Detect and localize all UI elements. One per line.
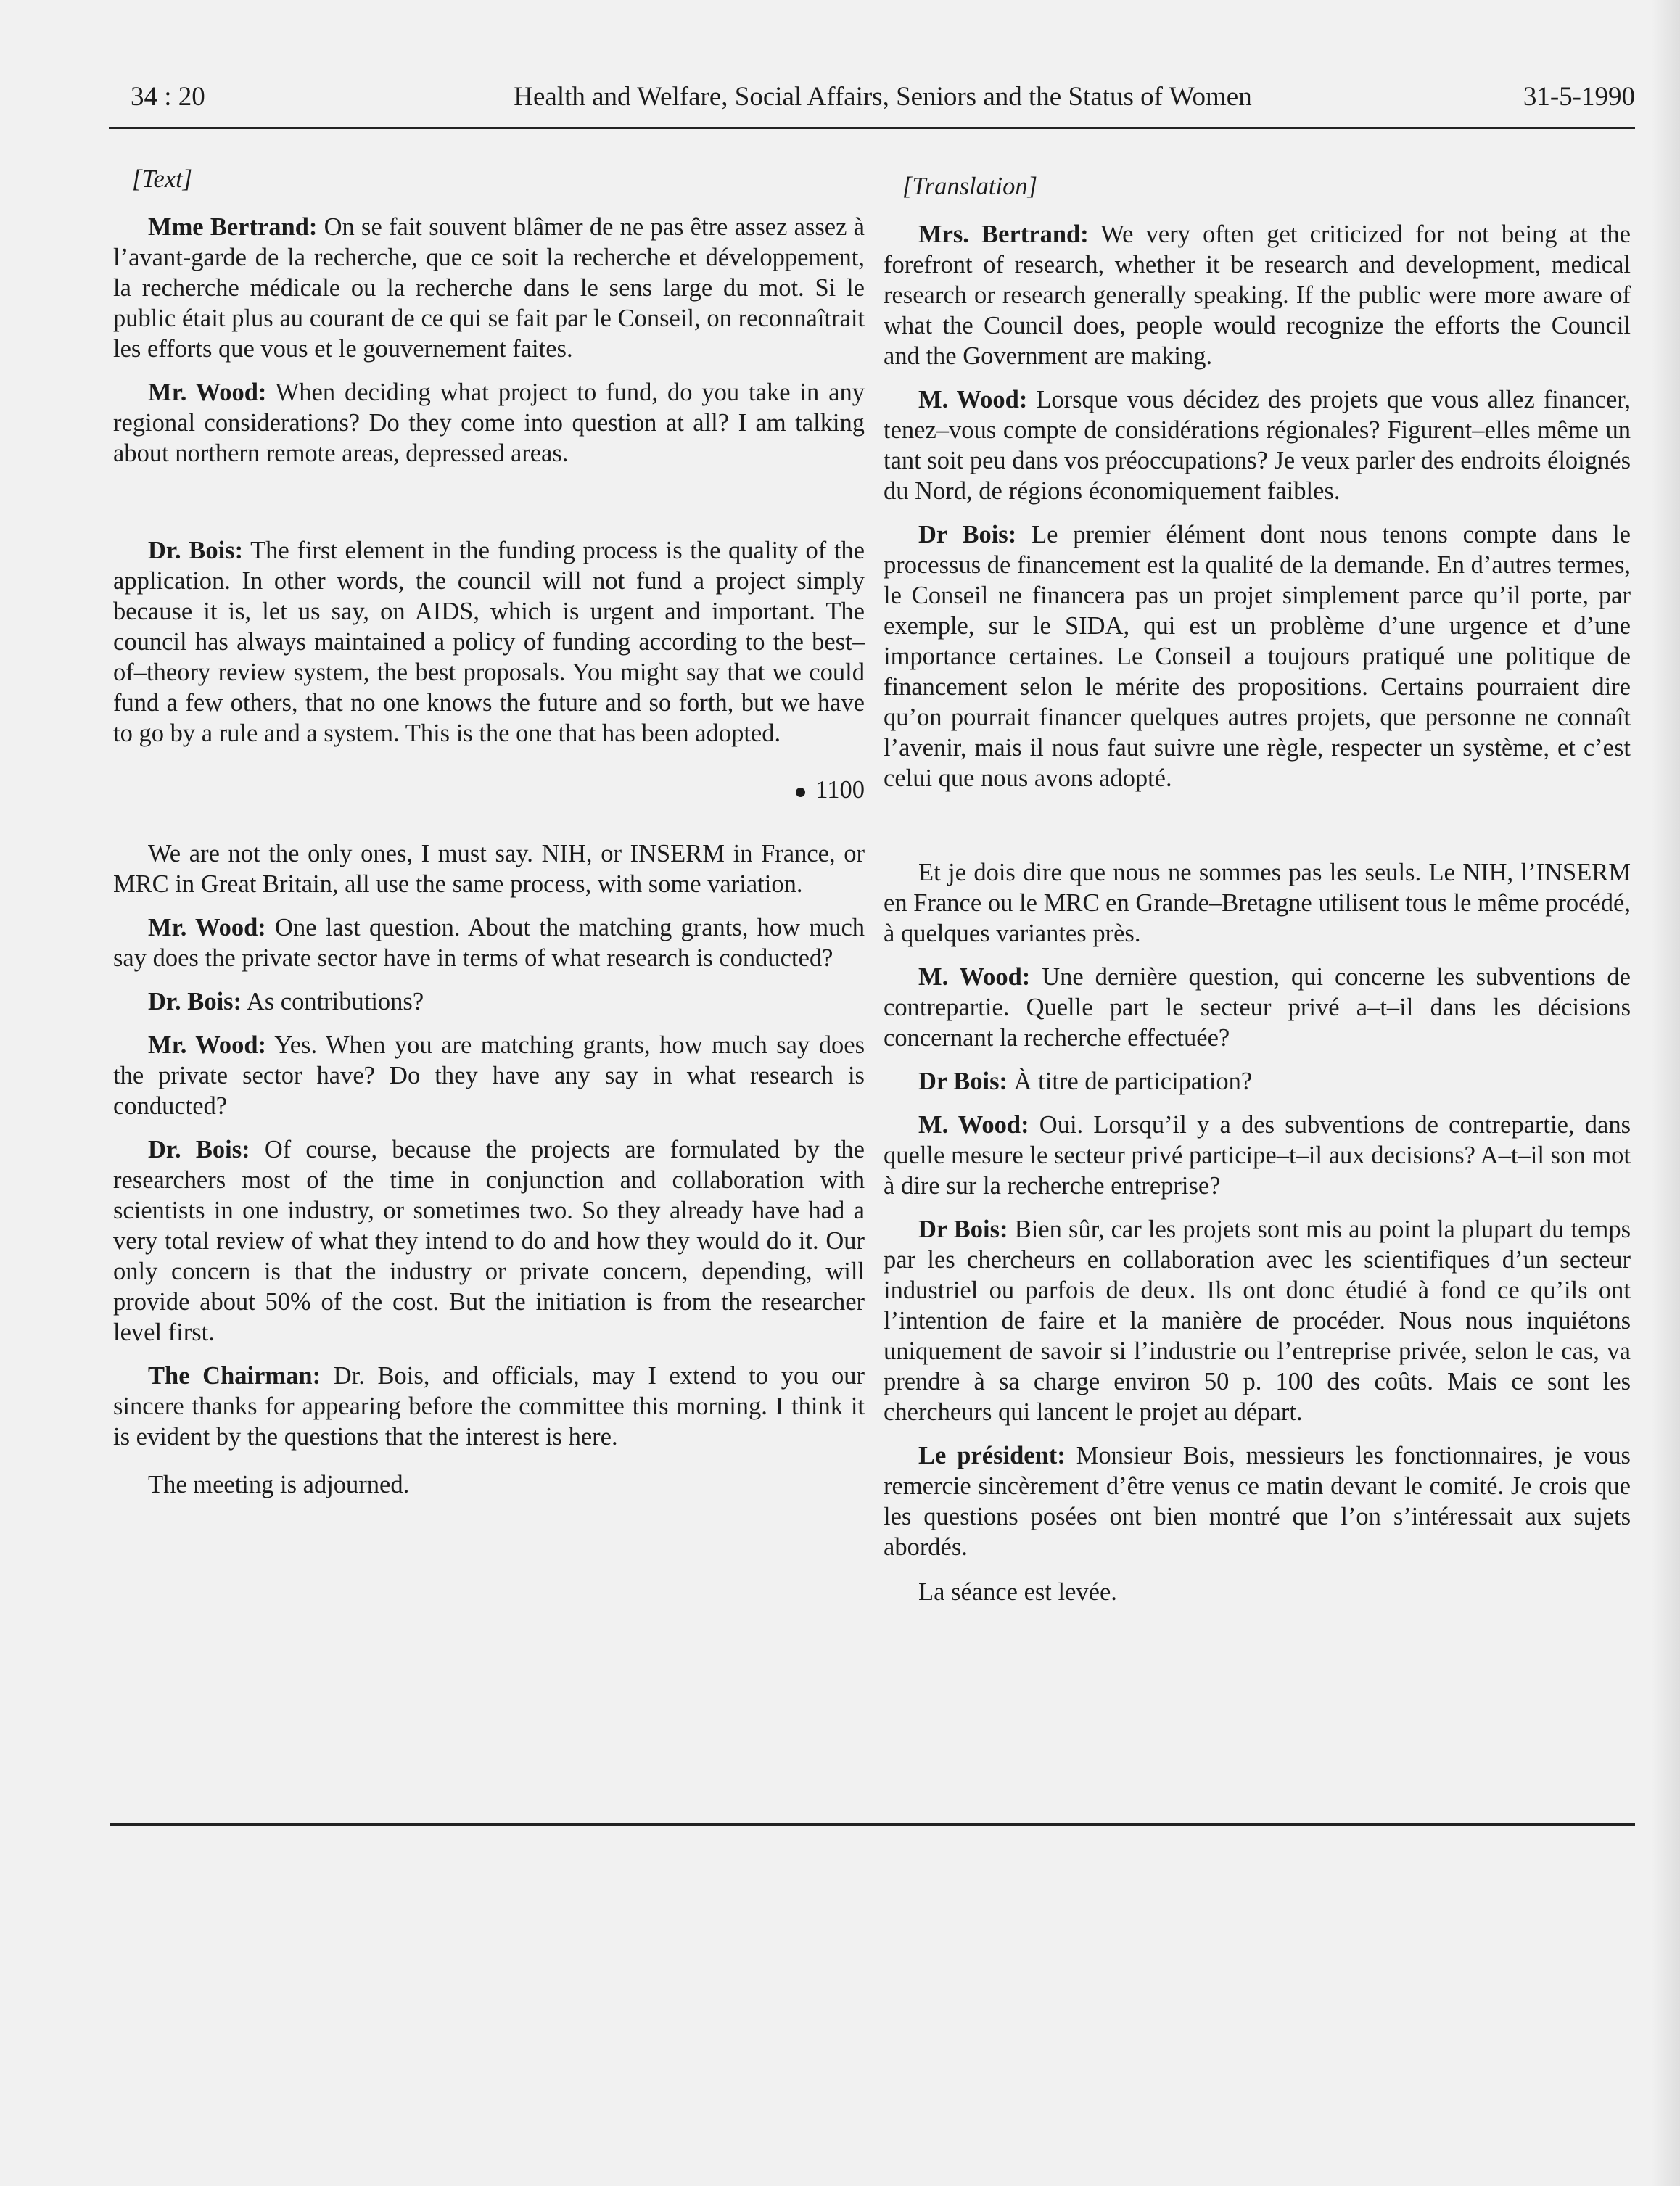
speaker-name: Mme Bertrand: (148, 213, 318, 241)
paragraph-text: Et je dois dire que nous ne sommes pas les seuls. Le NIH, l’INSERM en France ou le MRC en Grande–Bretagne utilisent tous le même procédé, à quelques variantes près. (884, 859, 1631, 947)
paragraph-text: Monsieur Bois, messieurs les fonctionnaires, je vous remercie sincèrement d’être venus ce matin devant le comité. Je crois que les questions posées ont bien montré que l’on s’intéressait aux sujets abordés. (884, 1442, 1631, 1561)
right-paragraph-5 (884, 962, 1631, 1053)
paragraph-text: The first element in the funding process is the quality of the application. In other words, the council will not fund a project simply because it is, let us say, on AIDS, which is urgent and important. The council has always maintained a policy of funding according to the best–of–theory review system, the best proposals. You might say that we could fund a few others, that no one knows the future and so forth, but we have to go by a rule and a system. This is the one that has been adopted. (113, 537, 865, 747)
paragraph-text: À titre de participation? (1008, 1068, 1253, 1095)
speaker-name: M. Wood: (918, 1111, 1029, 1139)
header-rule (109, 127, 1635, 129)
right-column (884, 171, 1631, 1607)
left-paragraph-10 (113, 1469, 865, 1500)
page-edge-shadow (1651, 0, 1680, 2186)
speaker-name: Dr. Bois: (148, 988, 242, 1015)
speaker-name: Dr. Bois: (148, 1136, 250, 1163)
paragraph-text: Lorsque vous décidez des projets que vous allez financer, tenez–vous compte de considérations régionales? Figurent–elles même un tant soit peu dans vos préoccupations? Je veux parler des endroits éloignés du Nord, de régions économiquement faibles. (884, 386, 1631, 505)
right-paragraph-1 (884, 219, 1631, 371)
page-number: 34 : 20 (131, 82, 205, 112)
left-paragraph-9 (113, 1361, 865, 1452)
speaker-name: Le président: (918, 1442, 1066, 1469)
left-paragraph-3 (113, 535, 865, 748)
left-paragraph-1 (113, 212, 865, 364)
paragraph-text: Of course, because the projects are formulated by the researchers most of the time in conjunction and collaboration with scientists in one industry, or sometimes two. So they already have had a very total review of what they intend to do and how they would do it. Our only concern is that the industry or private concern, depending, will provide about 50% of the cost. But the initiation is from the researcher level first. (113, 1136, 865, 1346)
paragraph-text: On se fait souvent blâmer de ne pas être assez assez à l’avant-garde de la recherche, que ce soit la recherche et développement, la recherche médicale ou la recherche dans le sens large du mot. Si le public était plus au courant de ce qui se fait par le Conseil, on reconnaîtrait les efforts que vous et le gouvernement faites. (113, 213, 865, 363)
right-paragraph-6 (884, 1066, 1631, 1097)
right-paragraph-7 (884, 1110, 1631, 1201)
header-date: 31-5-1990 (1523, 82, 1635, 112)
right-paragraph-10 (884, 1577, 1631, 1607)
page-header (131, 81, 1635, 125)
paragraph-text: When deciding what project to fund, do you take in any regional considerations? Do they come into question at all? I am talking about northern remote areas, depressed areas. (113, 379, 865, 467)
running-title: Health and Welfare, Social Affairs, Seniors and the Status of Women (514, 82, 1252, 112)
speaker-name: Dr Bois: (918, 521, 1017, 548)
speaker-name: Mr. Wood: (148, 1031, 267, 1059)
time-marker-text: 1100 (815, 776, 865, 804)
speaker-name: M. Wood: (918, 963, 1031, 991)
paragraph-text: One last question. About the matching grants, how much say does the private sector have in terms of what research is conducted? (113, 914, 865, 972)
time-marker (113, 775, 865, 805)
paragraph-text: Oui. Lorsqu’il y a des subventions de contrepartie, dans quelle mesure le secteur privé participe–t–il aux decisions? A–t–il son mot à dire sur la recherche entreprise? (884, 1111, 1631, 1200)
speaker-name: Dr Bois: (918, 1216, 1008, 1243)
speaker-name: Mrs. Bertrand: (918, 220, 1089, 248)
left-column (113, 164, 865, 1500)
paragraph-text: As contributions? (242, 988, 424, 1015)
speaker-name: The Chairman: (148, 1362, 321, 1390)
paragraph-text: La séance est levée. (918, 1578, 1117, 1606)
paragraph-text: Yes. When you are matching grants, how much say does the private sector have? Do they have any say in what research is conducted? (113, 1031, 865, 1120)
right-paragraph-3 (884, 519, 1631, 793)
paragraph-text: The meeting is adjourned. (148, 1471, 410, 1498)
left-paragraph-8 (113, 1134, 865, 1348)
column-label: [Translation] (902, 173, 1037, 200)
column-label: [Text] (132, 165, 193, 193)
speaker-name: Dr Bois: (918, 1068, 1008, 1095)
right-paragraph-8 (884, 1214, 1631, 1427)
speaker-name: M. Wood: (918, 386, 1028, 413)
right-paragraph-4 (884, 857, 1631, 949)
speaker-name: Dr. Bois: (148, 537, 244, 564)
paragraph-text: We very often get criticized for not being at the forefront of research, whether it be research and development, medical research or research generally speaking. If the public were more aware of what the Council does, people would recognize the efforts the Council and the Government are making. (884, 220, 1631, 370)
paragraph-text: Bien sûr, car les projets sont mis au point la plupart du temps par les chercheurs en collaboration avec les scientifiques d’un secteur industriel ou parfois de deux. Ils ont donc étudié à fond ce qu’ils ont l’intention de faire et la manière de procéder. Nous nous inquiétons uniquement de savoir si l’industrie ou l’entreprise privée, selon le cas, va prendre à sa charge environ 50 p. 100 des coûts. Mais ce sont les chercheurs qui lancent le projet au départ. (884, 1216, 1631, 1426)
left-paragraph-2 (113, 377, 865, 469)
paragraph-text: Le premier élément dont nous tenons compte dans le processus de financement est la qualité de la demande. En d’autres termes, le Conseil ne financera pas un projet simplement parce qu’il porte, par exemple, sur le SIDA, qui est un problème d’une urgence et d’une importance certaines. Le Conseil a toujours pratiqué une politique de financement selon le mérite des propositions. Certains pourraient dire qu’on pourrait financer quelques autres projets, que personne ne connaît l’avenir, mais il nous faut suivre une règle, respecter un système, et c’est celui que nous avons adopté. (884, 521, 1631, 792)
paragraph-text: Une dernière question, qui concerne les subventions de contrepartie. Quelle part le secteur privé a–t–il dans les décisions concernant la recherche effectuée? (884, 963, 1631, 1052)
bullet-dot (796, 788, 805, 797)
left-paragraph-5 (113, 912, 865, 973)
speaker-name: Mr. Wood: (148, 379, 267, 406)
speaker-name: Mr. Wood: (148, 914, 266, 941)
right-paragraph-2 (884, 384, 1631, 506)
paragraph-text: Dr. Bois, and officials, may I extend to you our sincere thanks for appearing before the committee this morning. I think it is evident by the questions that the interest is here. (113, 1362, 865, 1451)
paragraph-text: We are not the only ones, I must say. NIH, or INSERM in France, or MRC in Great Britain, all use the same process, with some variation. (113, 840, 865, 898)
bottom-rule (110, 1823, 1635, 1826)
left-paragraph-7 (113, 1030, 865, 1121)
left-paragraph-4 (113, 838, 865, 899)
left-paragraph-6 (113, 986, 865, 1017)
right-paragraph-9 (884, 1440, 1631, 1562)
